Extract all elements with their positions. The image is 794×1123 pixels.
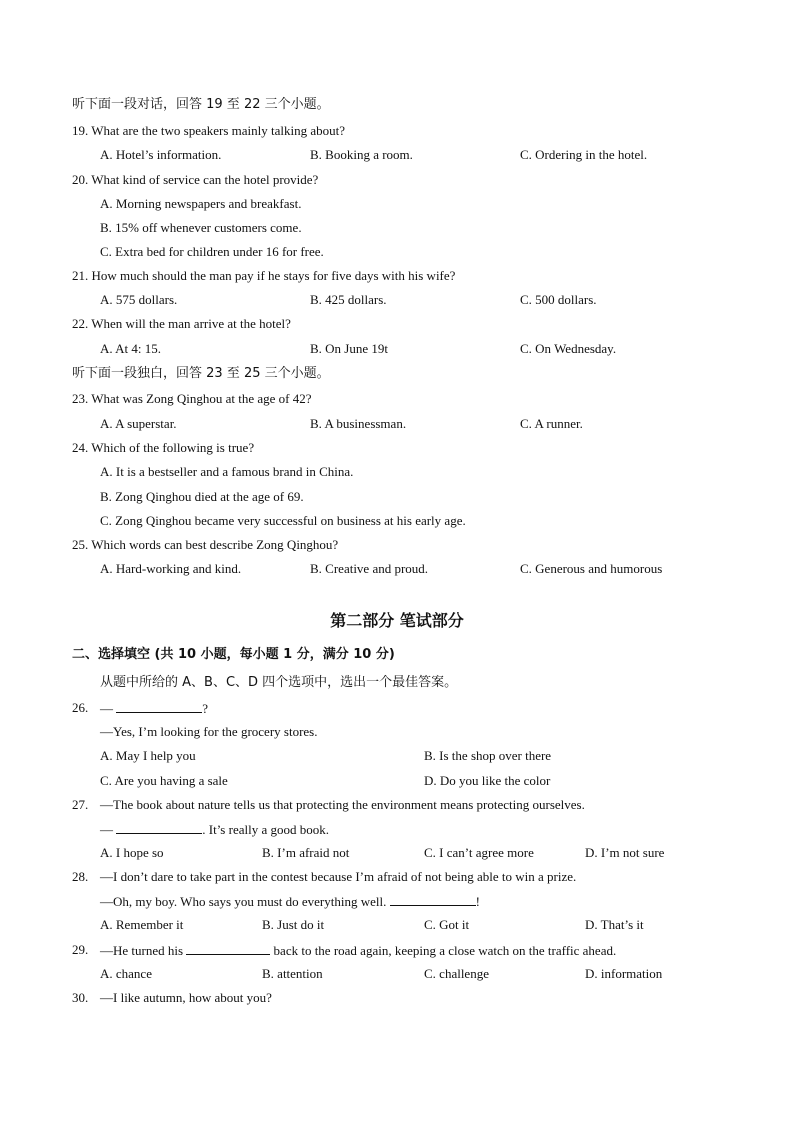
question-27-dash: — xyxy=(100,822,117,837)
question-24-stem: 24. Which of the following is true? xyxy=(72,440,255,455)
question-25-option-c: C. Generous and humorous xyxy=(520,561,663,576)
question-25-option-a: A. Hard-working and kind. xyxy=(100,561,242,576)
question-28-option-a: A. Remember it xyxy=(100,917,184,932)
question-25-stem: 25. Which words can best describe Zong Qinghou? xyxy=(72,537,339,552)
question-27-line-1: —The book about nature tells us that protecting the environment means protecting ourselves. xyxy=(100,797,585,812)
question-28-line-1: —I don’t dare to take part in the contest because I’m afraid of not being able to win a prize. xyxy=(100,869,577,884)
question-23-stem: 23. What was Zong Qinghou at the age of 42? xyxy=(72,391,312,406)
question-28-line-2 xyxy=(100,893,480,910)
question-26-option-c: C. Are you having a sale xyxy=(100,773,228,788)
question-20-option-a: A. Morning newspapers and breakfast. xyxy=(100,196,302,211)
question-21-stem: 21. How much should the man pay if he stays for five days with his wife? xyxy=(72,268,456,283)
question-24-option-a: A. It is a bestseller and a famous brand in China. xyxy=(100,464,354,479)
question-29-option-c: C. challenge xyxy=(424,966,489,981)
question-22-stem: 22. When will the man arrive at the hotel? xyxy=(72,316,291,331)
question-25-option-b: B. Creative and proud. xyxy=(310,561,429,576)
listening-intro-23-25: 听下面一段独白，回答 23 至 25 三个小题。 xyxy=(72,366,330,381)
question-19-option-b: B. Booking a room. xyxy=(310,147,413,162)
question-29-line-1-head: —He turned his xyxy=(100,943,187,958)
question-23-option-b: B. A businessman. xyxy=(310,416,407,431)
question-26-option-d: D. Do you like the color xyxy=(424,773,551,788)
question-21-option-c: C. 500 dollars. xyxy=(520,292,597,307)
question-28-line-2-head: —Oh, my boy. Who says you must do everything well. xyxy=(100,894,390,909)
question-19-stem: 19. What are the two speakers mainly talking about? xyxy=(72,123,346,138)
answer-blank[interactable] xyxy=(390,893,476,906)
question-26-option-b: B. Is the shop over there xyxy=(424,748,552,763)
question-22-option-c: C. On Wednesday. xyxy=(520,341,617,356)
question-22-option-b: B. On June 19t xyxy=(310,341,388,356)
question-29-option-b: B. attention xyxy=(262,966,323,981)
question-20-stem: 20. What kind of service can the hotel provide? xyxy=(72,172,319,187)
question-28-mark: ! xyxy=(475,894,480,909)
question-26-mark: ? xyxy=(202,701,209,716)
question-21-option-a: A. 575 dollars. xyxy=(100,292,178,307)
question-19-option-c: C. Ordering in the hotel. xyxy=(520,147,648,162)
question-23-option-a: A. A superstar. xyxy=(100,416,177,431)
listening-intro-19-22: 听下面一段对话，回答 19 至 22 三个小题。 xyxy=(72,97,330,112)
question-26-line-1 xyxy=(100,700,208,717)
question-27-option-b: B. I’m afraid not xyxy=(262,845,350,860)
answer-blank[interactable] xyxy=(116,700,202,713)
question-27-option-c: C. I can’t agree more xyxy=(424,845,534,860)
question-22-option-a: A. At 4: 15. xyxy=(100,341,162,356)
question-29-number: 29. xyxy=(72,942,89,957)
question-27-number: 27. xyxy=(72,797,89,812)
question-27-option-a: A. I hope so xyxy=(100,845,164,860)
question-21-option-b: B. 425 dollars. xyxy=(310,292,387,307)
question-26-line-2: —Yes, I’m looking for the grocery stores. xyxy=(100,724,318,739)
part-two-title: 第二部分 笔试部分 xyxy=(330,611,464,630)
question-29-line-1 xyxy=(100,942,616,959)
question-24-option-b: B. Zong Qinghou died at the age of 69. xyxy=(100,489,304,504)
section-two-heading: 二、选择填空 (共 10 小题，每小题 1 分，满分 10 分) xyxy=(72,647,395,662)
question-30-line-1: —I like autumn, how about you? xyxy=(100,990,272,1005)
question-29-line-1-tail: back to the road again, keeping a close watch on the traffic ahead. xyxy=(270,943,617,958)
question-20-option-b: B. 15% off whenever customers come. xyxy=(100,220,302,235)
question-29-option-a: A. chance xyxy=(100,966,152,981)
question-28-number: 28. xyxy=(72,869,89,884)
question-27-line-2 xyxy=(100,821,329,838)
question-29-option-d: D. information xyxy=(585,966,663,981)
question-20-option-c: C. Extra bed for children under 16 for free. xyxy=(100,244,324,259)
question-26-dash: — xyxy=(100,701,117,716)
question-28-option-d: D. That’s it xyxy=(585,917,644,932)
answer-blank[interactable] xyxy=(116,821,202,834)
question-26-number: 26. xyxy=(72,700,89,715)
question-28-option-c: C. Got it xyxy=(424,917,470,932)
answer-blank[interactable] xyxy=(186,942,270,955)
section-two-instruction: 从题中所给的 A、B、C、D 四个选项中，选出一个最佳答案。 xyxy=(100,675,458,690)
question-28-option-b: B. Just do it xyxy=(262,917,325,932)
question-24-option-c: C. Zong Qinghou became very successful on business at his early age. xyxy=(100,513,466,528)
question-27-option-d: D. I’m not sure xyxy=(585,845,665,860)
question-26-option-a: A. May I help you xyxy=(100,748,196,763)
question-23-option-c: C. A runner. xyxy=(520,416,583,431)
question-27-line-2-tail: . It’s really a good book. xyxy=(202,822,329,837)
question-30-number: 30. xyxy=(72,990,89,1005)
question-19-option-a: A. Hotel’s information. xyxy=(100,147,222,162)
